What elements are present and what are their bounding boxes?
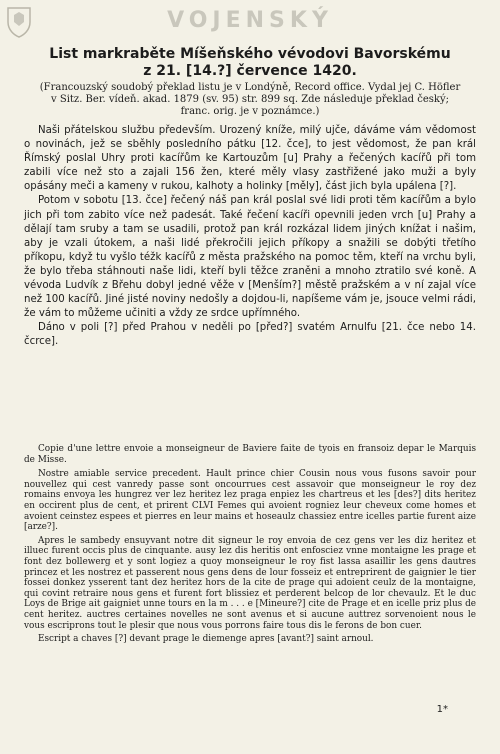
document-title-line-2: z 21. [14.?] července 1420. <box>143 63 357 79</box>
czech-paragraph: Naši přátelskou službu především. Urozený kníže, milý ujče, dáváme vám vědomost o novinách, jež se sběhly posledního pátku [12. čce], to jest vědomost, že pan král Římský poslal Uhry proti kacířům ke Kartouzům [u] Prahy a řečených kacířů při tom zabili více než sto a zajali 156 žen, které měly vlasy zastřižené jako muži a byly opásány meči a kameny v rukou, kalhoty a holinky [měly], část jich byla upálena [?]. <box>24 125 476 193</box>
french-paragraph: Escript a chaves [?] devant prage le diemenge apres [avant?] saint arnoul. <box>38 634 374 645</box>
document-title-line-1: List markraběte Míšeňského vévodovi Bavorskému <box>49 46 451 62</box>
page-number: 1* <box>436 704 448 715</box>
source-note-line: franc. orig. je v poznámce.) <box>180 105 320 117</box>
french-paragraph: Copie d'une lettre envoie a monseigneur de Baviere faite de tyois en fransoiz depar le Marquis de Misse. <box>24 444 476 465</box>
czech-paragraph: Potom v sobotu [13. čce] řečený náš pan král poslal své lidi proti těm kacířům a bylo jich při tom zabito více než padesát. Také řečení kacíři opevnili jeden vrch [u] Prahy a dělají tam sruby a tam se usadili, protož pan král rozkázal lidem jiných knížat i našim, aby je vzali útokem, a naši lidé překročili jejich příkopy a snažili se dobýti třetího příkopu, když tu vyšlo téžk kacířů z města pražského na pomoc těm, kteří na vrchu byli, že bylo třeba stáhnouti naše lidi, kteří byli těžce zraněni a mnoho ztratilo své koně. A vévoda Ludvík z Břehu dobyl jedné věže v [Menším?] městě pražském a v ní zajal více než 100 kacířů. Jiné jisté noviny nedošly a dojdou-li, napíšeme vám je, jsouce velmi rádi, že vám to můžeme učiniti a vždy ze srdce upřímného. <box>24 195 476 320</box>
source-note <box>24 82 476 117</box>
watermark: VOJENSKÝ <box>167 8 333 33</box>
french-paragraph: Apres le sambedy ensuyvant notre dit signeur le roy envoia de cez gens ver les diz heritez et illuec furent occis plus de cinquante. ausy lez dis heritis ont enfosciez vnne montaigne les prage et font dez bollewerg et y sont logiez a quoy monseigneur le roy fist lassa asaillir les gens dautres princez et les nostrez et passerent nous gens dens de lour fosseiz et entreprirent de gaignier le tier fossei donkez ysserent tant dez heritez hors de la cite de prage qui adoient ceulz de la montaigne, qui covint retraire nous gens et furent fort blissiez et perderent belcop de lor chevaulz. Et le duc Loys de Brige ait gaigniet unne tours en la m . . . e [Mineure?] cite de Prage et en icelle priz plus de cent heritez. auctres certaines novelles ne sont avenus et si aucune auttrez sorvenoient nous le vous escriprons tout le plesir que nous vous porrons faire tous dis le ferons de bon cuer. <box>24 535 476 631</box>
source-note-line: v Sitz. Ber. vídeň. akad. 1879 (sv. 95) str. 899 sq. Zde následuje překlad český; <box>51 93 449 105</box>
czech-translation <box>24 124 476 350</box>
french-paragraph: Nostre amiable service precedent. Hault prince chier Cousin nous vous fusons savoir pour nouvellez qui cest vanredy passe sont oncourrues cest assavoir que monseigneur le roy dez romains envoya les hungrez ver lez heritez lez praga enpiez les chartreus et les [des?] dits heritez en occirent plus de cent, et prirent CLVI Femes qui avoient rogniez leur cheveux come homes et avoient ceinstez espees et pierres en leur mains et hoseaulz chassiez entre icelles partie furent aize [arze?]. <box>24 469 476 533</box>
french-original <box>24 444 476 645</box>
czech-paragraph: Dáno v poli [?] před Prahou v neděli po [před?] svatém Arnulfu [21. čce nebo 14. čcrce]. <box>24 322 476 348</box>
source-note-line: (Francouzský soudobý překlad listu je v Londýně, Record office. Vydal jej C. Höfler <box>39 82 461 93</box>
